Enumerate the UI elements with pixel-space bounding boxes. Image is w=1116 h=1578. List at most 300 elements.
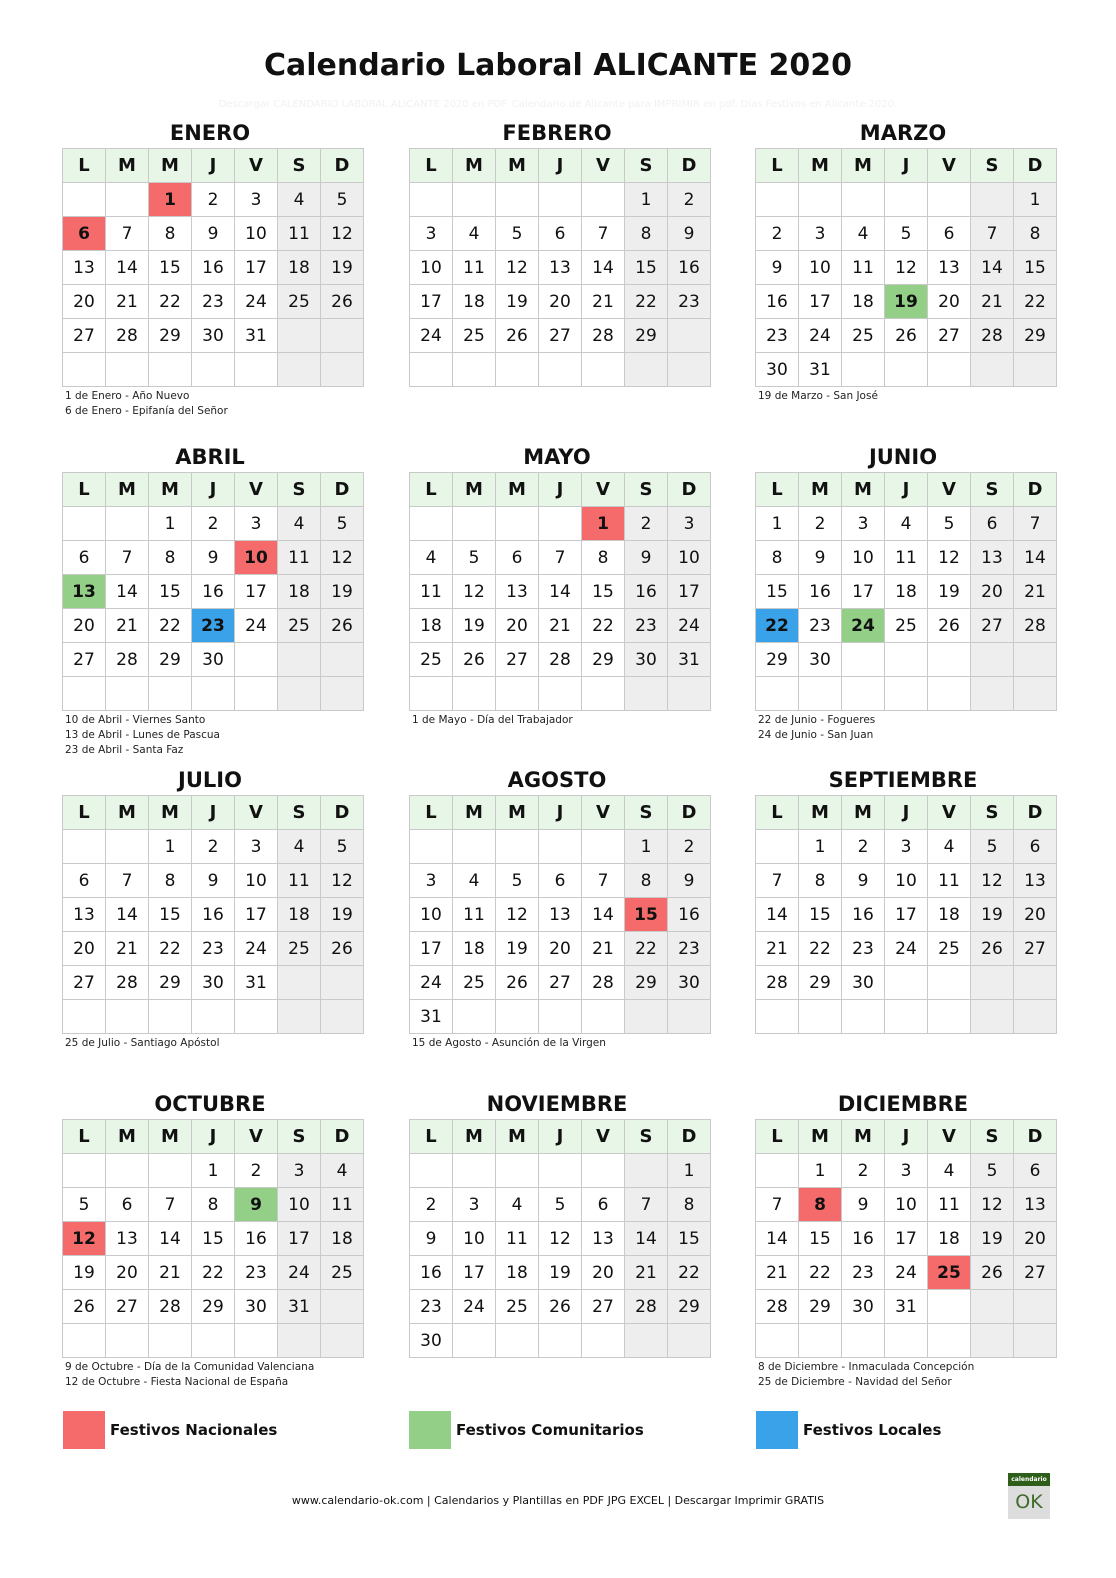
day-cell: 25: [453, 966, 496, 1000]
week-row: [756, 541, 1057, 575]
empty-day-cell: [1014, 1290, 1057, 1324]
holiday-note: 15 de Agosto - Asunción de la Virgen: [412, 1037, 606, 1049]
weekday-header: M: [842, 796, 885, 830]
day-cell: 18: [928, 1222, 971, 1256]
day-cell: 20: [63, 932, 106, 966]
weekday-header: V: [235, 1120, 278, 1154]
day-cell: 30: [235, 1290, 278, 1324]
week-row: [410, 1188, 711, 1222]
empty-day-cell: [235, 1000, 278, 1034]
week-row: [63, 1222, 364, 1256]
day-cell: 26: [321, 285, 364, 319]
day-cell: 11: [278, 864, 321, 898]
day-cell: 23: [842, 932, 885, 966]
month-table: [755, 472, 1057, 711]
week-row: [63, 1256, 364, 1290]
weekday-header: D: [668, 796, 711, 830]
day-cell: 23: [668, 932, 711, 966]
day-cell: 30: [192, 319, 235, 353]
day-cell: 23: [192, 285, 235, 319]
weekday-header: M: [106, 796, 149, 830]
day-cell: 16: [842, 1222, 885, 1256]
day-cell: 8: [668, 1188, 711, 1222]
day-cell: 17: [278, 1222, 321, 1256]
week-row: [410, 643, 711, 677]
week-row: [410, 898, 711, 932]
day-cell: 28: [756, 1290, 799, 1324]
empty-day-cell: [278, 353, 321, 387]
day-cell: 31: [410, 1000, 453, 1034]
empty-day-cell: [235, 677, 278, 711]
day-cell: 30: [192, 966, 235, 1000]
day-cell: 8: [149, 864, 192, 898]
day-cell: 26: [885, 319, 928, 353]
weekday-header-row: [756, 473, 1057, 507]
weekday-header: M: [149, 473, 192, 507]
week-row: [756, 1290, 1057, 1324]
week-row: [410, 575, 711, 609]
weekday-header: M: [149, 796, 192, 830]
day-cell: 12: [321, 217, 364, 251]
empty-day-cell: [63, 677, 106, 711]
day-cell: 20: [106, 1256, 149, 1290]
week-row: [63, 353, 364, 387]
holiday-note: 24 de Junio - San Juan: [758, 729, 874, 741]
day-cell-holiday: 22: [756, 609, 799, 643]
weekday-header: D: [1014, 1120, 1057, 1154]
empty-day-cell: [885, 353, 928, 387]
empty-day-cell: [1014, 1324, 1057, 1358]
day-cell: 6: [971, 507, 1014, 541]
day-cell: 23: [842, 1256, 885, 1290]
day-cell: 12: [885, 251, 928, 285]
legend-locales: [756, 1411, 941, 1449]
page-title: Calendario Laboral ALICANTE 2020: [263, 48, 853, 83]
day-cell: 22: [582, 609, 625, 643]
day-cell: 5: [63, 1188, 106, 1222]
day-cell: 25: [410, 643, 453, 677]
day-cell: 31: [235, 319, 278, 353]
empty-day-cell: [799, 1324, 842, 1358]
day-cell: 2: [799, 507, 842, 541]
day-cell: 6: [539, 217, 582, 251]
empty-day-cell: [842, 353, 885, 387]
month-table: [755, 1119, 1057, 1358]
day-cell: 19: [453, 609, 496, 643]
day-cell: 16: [192, 251, 235, 285]
month-octubre: [62, 1085, 358, 1390]
week-row: [756, 864, 1057, 898]
month-name: AGOSTO: [507, 768, 607, 792]
empty-day-cell: [192, 677, 235, 711]
day-cell-holiday: 25: [928, 1256, 971, 1290]
empty-day-cell: [842, 183, 885, 217]
weekday-header: M: [453, 473, 496, 507]
holiday-notes: [62, 713, 358, 758]
month-table: [409, 795, 711, 1034]
week-row: [756, 1188, 1057, 1222]
weekday-header: M: [453, 1120, 496, 1154]
week-row: [756, 966, 1057, 1000]
empty-day-cell: [496, 1000, 539, 1034]
day-cell: 2: [410, 1188, 453, 1222]
week-row: [63, 575, 364, 609]
day-cell: 22: [192, 1256, 235, 1290]
week-row: [410, 966, 711, 1000]
week-row: [410, 541, 711, 575]
day-cell: 3: [799, 217, 842, 251]
day-cell: 21: [106, 609, 149, 643]
holiday-note: 12 de Octubre - Fiesta Nacional de España: [65, 1376, 289, 1388]
empty-day-cell: [539, 183, 582, 217]
week-row: [410, 1324, 711, 1358]
weekday-header: L: [756, 149, 799, 183]
day-cell: 13: [496, 575, 539, 609]
day-cell: 28: [582, 319, 625, 353]
day-cell: 21: [756, 1256, 799, 1290]
day-cell: 27: [63, 643, 106, 677]
empty-day-cell: [928, 353, 971, 387]
week-row: [756, 1256, 1057, 1290]
day-cell-holiday: 15: [625, 898, 668, 932]
day-cell: 24: [410, 319, 453, 353]
weekday-header: V: [235, 473, 278, 507]
weekday-header: V: [928, 149, 971, 183]
month-name: ENERO: [169, 121, 251, 145]
day-cell: 14: [106, 898, 149, 932]
day-cell: 19: [321, 575, 364, 609]
day-cell: 14: [539, 575, 582, 609]
week-row: [63, 1000, 364, 1034]
day-cell: 3: [885, 1154, 928, 1188]
month-table: [62, 472, 364, 711]
day-cell: 28: [1014, 609, 1057, 643]
day-cell: 14: [582, 898, 625, 932]
day-cell: 27: [496, 643, 539, 677]
month-name: OCTUBRE: [154, 1092, 266, 1116]
week-row: [756, 285, 1057, 319]
day-cell: 7: [149, 1188, 192, 1222]
month-septiembre: [755, 761, 1051, 1036]
weekday-header: L: [410, 796, 453, 830]
day-cell: 13: [106, 1222, 149, 1256]
empty-day-cell: [539, 507, 582, 541]
month-table: [409, 148, 711, 387]
day-cell: 26: [321, 609, 364, 643]
day-cell: 25: [321, 1256, 364, 1290]
footer-text: www.calendario-ok.com | Calendarios y Plantillas en PDF JPG EXCEL | Descargar Imprimir GRATIS: [291, 1494, 825, 1507]
holiday-note: 22 de Junio - Fogueres: [758, 714, 876, 726]
empty-day-cell: [410, 830, 453, 864]
day-cell: 6: [63, 541, 106, 575]
day-cell: 1: [799, 1154, 842, 1188]
day-cell: 12: [453, 575, 496, 609]
day-cell: 10: [410, 898, 453, 932]
day-cell-holiday: 8: [799, 1188, 842, 1222]
empty-day-cell: [1014, 677, 1057, 711]
empty-day-cell: [321, 643, 364, 677]
day-cell: 13: [928, 251, 971, 285]
week-row: [63, 285, 364, 319]
day-cell: 27: [63, 966, 106, 1000]
holiday-note: 10 de Abril - Viernes Santo: [65, 714, 206, 726]
empty-day-cell: [582, 1324, 625, 1358]
logo-main-text: OK: [1015, 1491, 1043, 1513]
day-cell-holiday: 23: [192, 609, 235, 643]
empty-day-cell: [321, 353, 364, 387]
day-cell: 11: [453, 251, 496, 285]
weekday-header: V: [928, 796, 971, 830]
day-cell: 29: [799, 966, 842, 1000]
weekday-header: M: [149, 1120, 192, 1154]
day-cell: 24: [235, 932, 278, 966]
empty-day-cell: [928, 1290, 971, 1324]
week-row: [756, 353, 1057, 387]
weekday-header: L: [63, 473, 106, 507]
empty-day-cell: [582, 830, 625, 864]
day-cell: 6: [928, 217, 971, 251]
day-cell: 14: [756, 898, 799, 932]
empty-day-cell: [885, 1000, 928, 1034]
day-cell: 9: [410, 1222, 453, 1256]
empty-day-cell: [842, 677, 885, 711]
empty-day-cell: [1014, 353, 1057, 387]
weekday-header-row: [756, 1120, 1057, 1154]
day-cell: 9: [192, 864, 235, 898]
week-row: [756, 1222, 1057, 1256]
empty-day-cell: [756, 677, 799, 711]
day-cell: 11: [928, 864, 971, 898]
day-cell: 8: [1014, 217, 1057, 251]
weekday-header: S: [278, 149, 321, 183]
day-cell: 3: [885, 830, 928, 864]
day-cell: 1: [668, 1154, 711, 1188]
day-cell: 19: [496, 285, 539, 319]
weekday-header-row: [410, 796, 711, 830]
weekday-header: D: [668, 1120, 711, 1154]
weekday-header-row: [756, 149, 1057, 183]
week-row: [63, 864, 364, 898]
day-cell: 5: [321, 830, 364, 864]
weekday-header: V: [582, 1120, 625, 1154]
empty-day-cell: [971, 677, 1014, 711]
empty-day-cell: [235, 643, 278, 677]
empty-day-cell: [235, 353, 278, 387]
empty-day-cell: [278, 1324, 321, 1358]
day-cell: 3: [453, 1188, 496, 1222]
day-cell: 2: [756, 217, 799, 251]
week-row: [756, 609, 1057, 643]
weekday-header: D: [668, 473, 711, 507]
week-row: [756, 217, 1057, 251]
day-cell: 19: [971, 1222, 1014, 1256]
day-cell: 11: [496, 1222, 539, 1256]
empty-day-cell: [192, 1324, 235, 1358]
day-cell: 18: [928, 898, 971, 932]
day-cell: 27: [106, 1290, 149, 1324]
week-row: [410, 507, 711, 541]
empty-day-cell: [539, 830, 582, 864]
day-cell: 5: [971, 1154, 1014, 1188]
day-cell: 28: [106, 966, 149, 1000]
month-name: FEBRERO: [502, 121, 612, 145]
week-row: [63, 1324, 364, 1358]
day-cell: 23: [235, 1256, 278, 1290]
week-row: [410, 932, 711, 966]
empty-day-cell: [582, 353, 625, 387]
weekday-header: V: [582, 473, 625, 507]
day-cell: 15: [756, 575, 799, 609]
day-cell: 27: [582, 1290, 625, 1324]
day-cell: 4: [278, 830, 321, 864]
holiday-notes: [755, 713, 1051, 743]
weekday-header: L: [63, 796, 106, 830]
day-cell: 22: [149, 609, 192, 643]
empty-day-cell: [885, 677, 928, 711]
day-cell: 3: [842, 507, 885, 541]
day-cell: 2: [192, 830, 235, 864]
empty-day-cell: [63, 183, 106, 217]
week-row: [756, 319, 1057, 353]
empty-day-cell: [799, 677, 842, 711]
week-row: [63, 541, 364, 575]
empty-day-cell: [496, 1154, 539, 1188]
day-cell: 15: [149, 575, 192, 609]
day-cell: 9: [625, 541, 668, 575]
empty-day-cell: [321, 1000, 364, 1034]
day-cell: 4: [321, 1154, 364, 1188]
week-row: [410, 1222, 711, 1256]
day-cell: 22: [625, 932, 668, 966]
day-cell: 17: [235, 251, 278, 285]
day-cell: 14: [149, 1222, 192, 1256]
day-cell: 7: [106, 217, 149, 251]
weekday-header: M: [842, 1120, 885, 1154]
day-cell: 22: [149, 932, 192, 966]
empty-day-cell: [928, 966, 971, 1000]
day-cell: 17: [453, 1256, 496, 1290]
empty-day-cell: [928, 677, 971, 711]
empty-day-cell: [410, 507, 453, 541]
weekday-header: D: [1014, 796, 1057, 830]
day-cell: 14: [106, 251, 149, 285]
day-cell: 27: [1014, 1256, 1057, 1290]
empty-day-cell: [971, 353, 1014, 387]
day-cell-holiday: 1: [582, 507, 625, 541]
empty-day-cell: [453, 1000, 496, 1034]
empty-day-cell: [842, 1324, 885, 1358]
day-cell: 10: [278, 1188, 321, 1222]
weekday-header: J: [539, 149, 582, 183]
day-cell: 17: [668, 575, 711, 609]
month-table: [62, 1119, 364, 1358]
week-row: [63, 830, 364, 864]
calendario-ok-logo: [1008, 1473, 1050, 1519]
day-cell: 13: [1014, 1188, 1057, 1222]
day-cell: 15: [149, 251, 192, 285]
day-cell: 29: [149, 643, 192, 677]
empty-day-cell: [971, 1324, 1014, 1358]
day-cell: 4: [278, 507, 321, 541]
empty-day-cell: [410, 183, 453, 217]
empty-day-cell: [799, 183, 842, 217]
day-cell: 1: [1014, 183, 1057, 217]
day-cell: 29: [625, 319, 668, 353]
empty-day-cell: [885, 643, 928, 677]
weekday-header: D: [1014, 473, 1057, 507]
empty-day-cell: [235, 1324, 278, 1358]
day-cell: 14: [582, 251, 625, 285]
day-cell: 7: [582, 864, 625, 898]
week-row: [756, 677, 1057, 711]
day-cell: 29: [668, 1290, 711, 1324]
day-cell: 19: [496, 932, 539, 966]
empty-day-cell: [321, 966, 364, 1000]
day-cell: 31: [278, 1290, 321, 1324]
day-cell: 4: [410, 541, 453, 575]
day-cell: 6: [496, 541, 539, 575]
week-row: [63, 966, 364, 1000]
month-febrero: [409, 114, 705, 389]
week-row: [756, 507, 1057, 541]
day-cell: 9: [668, 864, 711, 898]
empty-day-cell: [885, 183, 928, 217]
holiday-notes: [755, 389, 1051, 404]
empty-day-cell: [625, 353, 668, 387]
day-cell: 9: [192, 217, 235, 251]
day-cell: 25: [278, 609, 321, 643]
day-cell: 18: [496, 1256, 539, 1290]
day-cell: 12: [928, 541, 971, 575]
day-cell: 14: [106, 575, 149, 609]
holiday-note: 19 de Marzo - San José: [758, 390, 878, 402]
day-cell: 25: [453, 319, 496, 353]
weekday-header: M: [842, 149, 885, 183]
empty-day-cell: [582, 183, 625, 217]
month-abril: [62, 438, 358, 758]
day-cell: 14: [625, 1222, 668, 1256]
day-cell: 15: [582, 575, 625, 609]
holiday-note: 1 de Mayo - Día del Trabajador: [412, 714, 573, 726]
empty-day-cell: [149, 1000, 192, 1034]
weekday-header: J: [192, 149, 235, 183]
day-cell: 4: [278, 183, 321, 217]
week-row: [63, 507, 364, 541]
empty-day-cell: [192, 1000, 235, 1034]
holiday-note: 6 de Enero - Epifanía del Señor: [65, 405, 228, 417]
day-cell: 25: [928, 932, 971, 966]
day-cell: 22: [1014, 285, 1057, 319]
day-cell: 30: [842, 1290, 885, 1324]
month-name: ABRIL: [175, 445, 245, 469]
logo-top-text: calendario: [1008, 1473, 1050, 1486]
day-cell: 18: [453, 285, 496, 319]
day-cell: 19: [321, 251, 364, 285]
day-cell: 27: [63, 319, 106, 353]
day-cell: 1: [625, 183, 668, 217]
weekday-header: M: [453, 796, 496, 830]
day-cell: 18: [410, 609, 453, 643]
month-table: [62, 148, 364, 387]
week-row: [410, 217, 711, 251]
day-cell: 29: [149, 319, 192, 353]
weekday-header: D: [321, 796, 364, 830]
day-cell: 24: [410, 966, 453, 1000]
holiday-notes: [755, 1360, 1051, 1390]
day-cell: 18: [842, 285, 885, 319]
day-cell: 18: [453, 932, 496, 966]
day-cell: 9: [842, 1188, 885, 1222]
